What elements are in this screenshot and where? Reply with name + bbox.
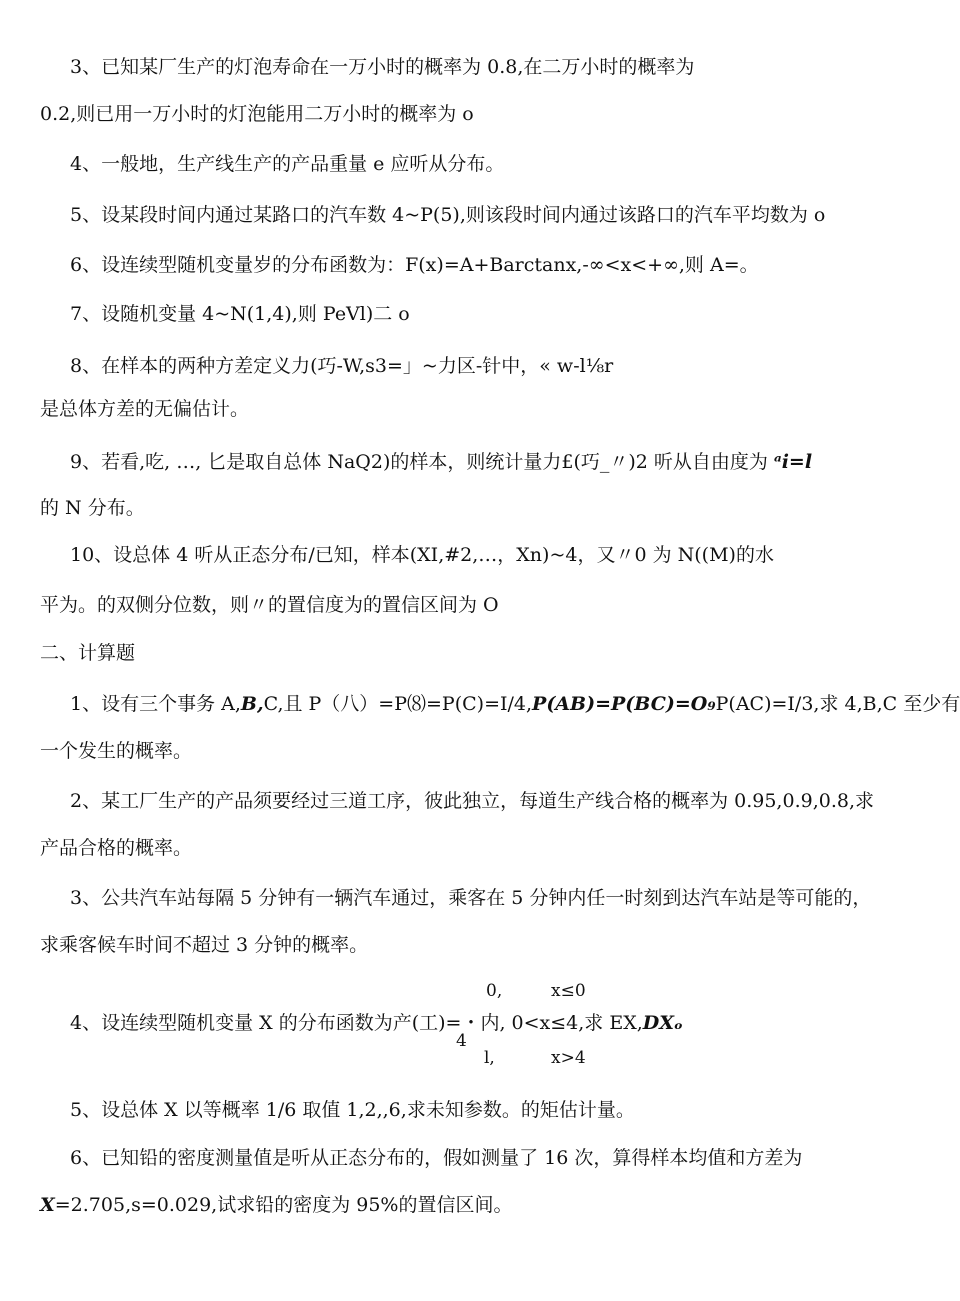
- fill-q9-text: 9、若看,吃, …, 匕是取自总体 NaQ2)的样本，则统计量力£(巧_〃)2 听从自由度为: [70, 451, 768, 473]
- fill-q9-summation-index: ᵃi=l: [773, 451, 813, 473]
- calc-q1-line2: 一个发生的概率。: [40, 740, 193, 762]
- calc-q4-case3-value: l,: [484, 1048, 495, 1068]
- fill-q10-line1: 10、设总体 4 听从正态分布/已知，样本(XI,#2,…，Xn)~4，又〃0 为 N((M)的水: [70, 544, 774, 566]
- section-title: 二、计算题: [40, 642, 136, 664]
- fill-q7: 7、设随机变量 4~N(1,4),则 PeVl)二 o: [70, 303, 410, 325]
- calc-q6-line2: [40, 1192, 512, 1218]
- fill-q9-line1: [70, 449, 812, 475]
- calc-q2-line2: 产品合格的概率。: [40, 837, 193, 859]
- calc-q3-line2: 求乘客候车时间不超过 3 分钟的概率。: [40, 934, 369, 956]
- calc-q2-line1: 2、某工厂生产的产品须要经过三道工序，彼此独立，每道生产线合格的概率为 0.95,0.9,0.8,求: [70, 790, 874, 812]
- fill-q8-line2: 是总体方差的无偏估计。: [40, 398, 250, 420]
- calc-q1-line1: [70, 691, 960, 717]
- calc-q6-text: =2.705,s=0.029,试求铅的密度为 95%的置信区间。: [54, 1194, 513, 1216]
- fill-q9-line2: 的 N 分布。: [40, 497, 145, 519]
- calc-q6-line1: 6、已知铅的密度测量值是听从正态分布的，假如测量了 16 次，算得样本均值和方差为: [70, 1147, 803, 1169]
- calc-q3-line1: 3、公共汽车站每隔 5 分钟有一辆汽车通过，乘客在 5 分钟内任一时刻到达汽车站是等可能的，: [70, 887, 872, 909]
- fill-q3-line1: 3、已知某厂生产的灯泡寿命在一万小时的概率为 0.8,在二万小时的概率为: [70, 56, 695, 78]
- fill-q3-line2: 0.2,则已用一万小时的灯泡能用二万小时的概率为 o: [40, 103, 474, 125]
- fill-q6: 6、设连续型随机变量岁的分布函数为：F(x)=A+Barctanx,-∞<x<+∞,则 A=。: [70, 254, 759, 276]
- calc-q4-case1-condition: x≤0: [551, 981, 586, 1001]
- calc-q1-text-b: B,: [240, 693, 264, 715]
- fill-q8-line1: 8、在样本的两种方差定义力(巧-W,s3=」~力区-针中，« w-l⅛r: [70, 355, 614, 377]
- calc-q5: 5、设总体 X 以等概率 1/6 取值 1,2,,6,求未知参数。的矩估计量。: [70, 1099, 635, 1121]
- calc-q6-sample-mean: X: [40, 1194, 55, 1216]
- fill-q10-line2: 平为。的双侧分位数，则〃的置信度为的置信区间为 O: [40, 594, 499, 616]
- calc-q4-case3-condition: x>4: [551, 1048, 586, 1068]
- calc-q1-text-e: P(AC)=I/3,求 4,B,C 至少有: [715, 693, 960, 715]
- calc-q1-text-c: C,且 P（八）=P⑻=P(C)=I/4,: [263, 693, 533, 715]
- calc-q4-text-a: 4、设连续型随机变量 X 的分布函数为产(工)=・内, 0<x≤4,求 EX,: [70, 1012, 643, 1034]
- fill-q5: 5、设某段时间内通过某路口的汽车数 4~P(5),则该段时间内通过该路口的汽车平均数为 o: [70, 204, 826, 226]
- calc-q4-text-b: DXₒ: [642, 1012, 683, 1034]
- calc-q4-main-line: [70, 1010, 683, 1036]
- calc-q1-text-d: P(AB)=P(BC)=O₉: [532, 693, 716, 715]
- calc-q1-text-a: 1、设有三个事务 A,: [70, 693, 241, 715]
- calc-q4-denominator: 4: [456, 1031, 467, 1051]
- fill-q4: 4、一般地，生产线生产的产品重量 e 应听从分布。: [70, 153, 505, 175]
- calc-q4-case1-value: 0,: [486, 981, 503, 1001]
